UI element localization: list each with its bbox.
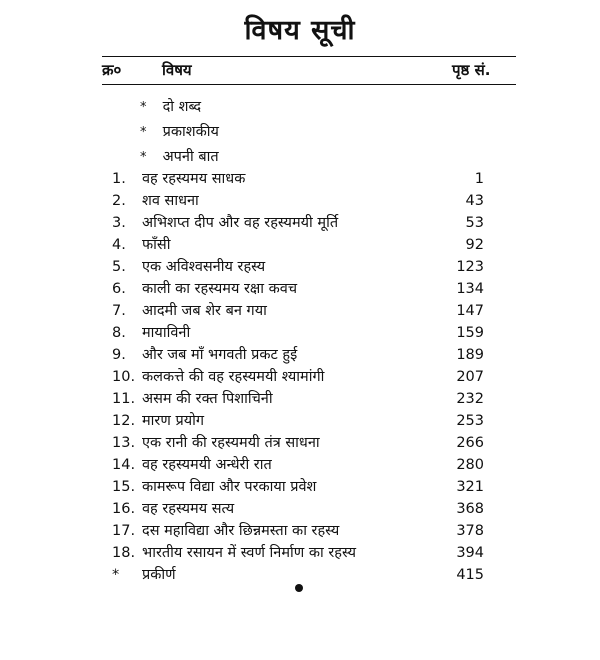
entry-title: एक अविश्वसनीय रहस्य [142, 259, 266, 275]
prelim-item [140, 96, 201, 116]
header-bottom-rule [102, 84, 516, 85]
entry-title: शव साधना [142, 193, 199, 209]
entry-title: कामरूप विद्या और परकाया प्रवेश [142, 479, 317, 495]
toc-entry [112, 498, 484, 520]
toc-entry [112, 388, 484, 410]
header-page-label: पृष्ठ सं. [452, 61, 491, 79]
entry-page: 368 [456, 501, 484, 517]
entry-title: असम की रक्त पिशाचिनी [142, 391, 273, 407]
entry-number: 6. [112, 281, 126, 297]
page-title: विषय सूची [244, 15, 356, 46]
entry-title: मायाविनी [142, 325, 191, 341]
entry-page: 123 [456, 259, 484, 275]
entry-title: भारतीय रसायन में स्वर्ण निर्माण का रहस्य [142, 545, 357, 561]
entry-number: 13. [112, 435, 136, 451]
entry-title: कलकत्ते की वह रहस्यमयी श्यामांगी [142, 369, 325, 385]
entry-number: 16. [112, 501, 136, 517]
entry-title: और जब माँ भगवती प्रकट हुई [142, 347, 298, 363]
entry-title: मारण प्रयोग [142, 413, 205, 429]
entry-page: 266 [456, 435, 484, 451]
prelim-item-label: प्रकाशकीय [162, 124, 219, 140]
prelim-item-label: दो शब्द [162, 99, 202, 115]
toc-entry [112, 520, 484, 542]
entry-title: वह रहस्यमय साधक [142, 171, 246, 187]
entry-page: 321 [456, 479, 484, 495]
header-top-rule [102, 56, 516, 57]
asterisk-marker: * [140, 150, 147, 165]
entry-page: 415 [456, 567, 484, 583]
entry-page: 253 [456, 413, 484, 429]
entry-page: 147 [456, 303, 484, 319]
entry-title: फाँसी [142, 237, 171, 253]
toc-entry [112, 168, 484, 190]
entry-number: 15. [112, 479, 136, 495]
asterisk-marker: * [140, 100, 147, 115]
header-subject-label: विषय [162, 61, 192, 79]
toc-entry [112, 564, 484, 586]
asterisk-marker: * [140, 125, 147, 140]
entry-page: 280 [456, 457, 484, 473]
toc-entry [112, 476, 484, 498]
entry-title: आदमी जब शेर बन गया [142, 303, 267, 319]
toc-entry [112, 300, 484, 322]
entry-number: 14. [112, 457, 136, 473]
entry-number: 2. [112, 193, 126, 209]
entry-title: दस महाविद्या और छिन्नमस्ता का रहस्य [142, 523, 340, 539]
entry-number: 4. [112, 237, 126, 253]
entry-number: 8. [112, 325, 126, 341]
entry-title: प्रकीर्ण [142, 567, 176, 583]
entry-page: 378 [456, 523, 484, 539]
prelim-item [140, 121, 219, 141]
entry-number: 9. [112, 347, 126, 363]
toc-entry [112, 410, 484, 432]
toc-entry [112, 212, 484, 234]
entry-number: 17. [112, 523, 136, 539]
toc-entry [112, 322, 484, 344]
entry-page: 159 [456, 325, 484, 341]
entry-title: काली का रहस्यमय रक्षा कवच [142, 281, 298, 297]
toc-entry [112, 454, 484, 476]
entry-number: 3. [112, 215, 126, 231]
entry-page: 134 [456, 281, 484, 297]
entry-page: 394 [456, 545, 484, 561]
bullet-dot-icon [295, 584, 303, 592]
header-number-label: क्र० [102, 61, 122, 79]
entry-page: 43 [465, 193, 484, 209]
entry-page: 1 [474, 171, 484, 187]
entry-page: 232 [456, 391, 484, 407]
entry-page: 92 [465, 237, 484, 253]
toc-entry [112, 234, 484, 256]
toc-entry [112, 344, 484, 366]
prelim-item-label: अपनी बात [162, 149, 219, 165]
entry-number: 12. [112, 413, 136, 429]
entry-number: 11. [112, 391, 136, 407]
entry-page: 53 [465, 215, 484, 231]
entry-number: * [112, 567, 120, 583]
entry-number: 10. [112, 369, 136, 385]
toc-entry [112, 432, 484, 454]
prelim-item [140, 146, 219, 166]
entry-title: वह रहस्यमय सत्य [142, 501, 235, 517]
entry-page: 189 [456, 347, 484, 363]
toc-entry [112, 256, 484, 278]
toc-entry [112, 542, 484, 564]
entry-number: 1. [112, 171, 126, 187]
entry-number: 7. [112, 303, 126, 319]
entry-title: एक रानी की रहस्यमयी तंत्र साधना [142, 435, 320, 451]
toc-entry [112, 366, 484, 388]
entry-number: 18. [112, 545, 136, 561]
toc-entry [112, 190, 484, 212]
entry-page: 207 [456, 369, 484, 385]
entry-number: 5. [112, 259, 126, 275]
entry-title: अभिशप्त दीप और वह रहस्यमयी मूर्ति [142, 215, 339, 231]
toc-entry [112, 278, 484, 300]
entry-title: वह रहस्यमयी अन्धेरी रात [142, 457, 272, 473]
